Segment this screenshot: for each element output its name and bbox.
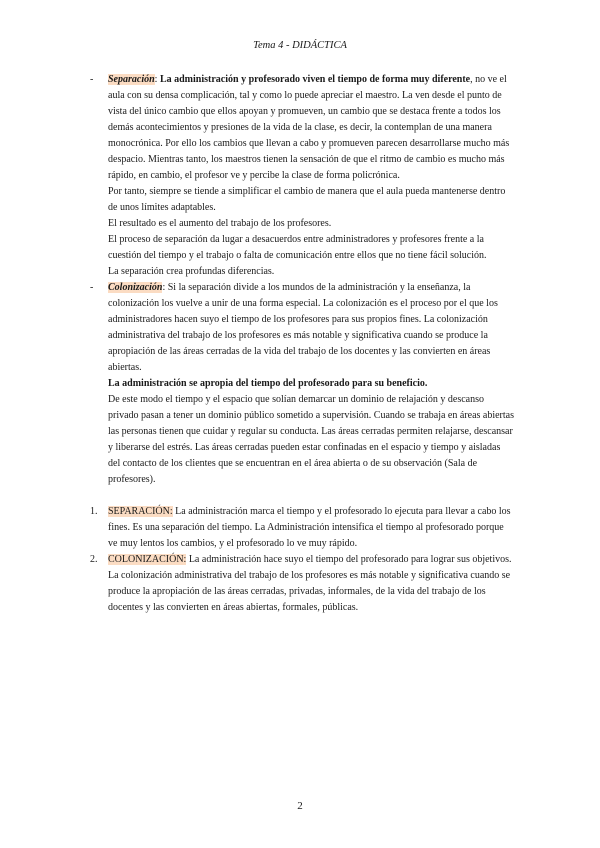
separacion-text-5: La separación crea profundas diferencias. [108, 266, 275, 277]
colonizacion-bold-line: La administración se apropia del tiempo del profesorado para su beneficio. [108, 378, 428, 389]
numbered-text-2: La administración hace suyo el tiempo del profesorado para lograr sus objetivos. La colonización administrativa del trabajo de los profesores es más notable y significativa cuando se produce la apropiación de las áreas cerradas, privadas, informales, de la vida del trabajo de los docentes y las convierten en áreas abiertas, formales, públicas. [108, 554, 512, 613]
page-header: Tema 4 - DIDÁCTICA [253, 40, 347, 51]
separacion-text-4: El proceso de separación da lugar a desacuerdos entre administradores y profesores frente a la cuestión del tiempo y el trabajo o falta de comunicación entre ellos que no tiene fácil solución. [108, 234, 487, 261]
term-colonizacion: Colonización [108, 282, 163, 293]
item-number: 2. [90, 554, 98, 565]
numbered-item-2 [90, 552, 515, 616]
separacion-text-3: El resultado es el aumento del trabajo de los profesores. [108, 218, 332, 229]
colonizacion-paragraph [108, 280, 515, 376]
document-body [90, 72, 515, 616]
numbered-term-separacion: SEPARACIÓN: [108, 506, 173, 517]
spacer [90, 488, 515, 504]
separacion-text-1: , no ve el aula con su densa complicación, tal y como lo puede apreciar el maestro. La ven desde el punto de vista del único cambio que ellos apoyan y promueven, un cambio que se destaca frente a todos los demás acontecimientos y presiones de la vida de la clase, es decir, la contemplan de una manera monocrónica. Por ello los cambios que llevan a cabo y promueven parecen desarrollarse mucho más despacio. Mientras tanto, los maestros tienen la sensación de que el ritmo de cambio es mucho más rápido, en cambio, el profesor ve y percibe la clase de forma policrónica. [108, 74, 510, 181]
numbered-item-1 [90, 504, 515, 552]
colonizacion-text-2: De este modo el tiempo y el espacio que solían demarcar un dominio de relajación y descanso privado pasan a tener un dominio público sometido a supervisión. Cuando se trabaja en áreas abiertas las personas tienen que cuidar y regular su conducta. Las áreas cerradas permiten relajarse, descansar y liberarse del estrés. Las áreas cerradas pueden estar confinadas en el espacio y tiempo y aisladas del contacto de los clientes que se encuentran en el área abierta o de su observación (Sala de profesores). [108, 394, 514, 485]
bullet-colonizacion [90, 280, 515, 488]
bullet-mark: - [90, 74, 94, 85]
numbered-text-1: La administración marca el tiempo y el profesorado lo ejecuta para llevar a cabo los fines. Es una separación del tiempo. La Administración intensifica el tiempo al profesorado porque ve muy lentos los cambios, y el profesorado lo ve muy rápido. [108, 506, 511, 549]
colonizacion-text-1: Si la separación divide a los mundos de la administración y la enseñanza, la colonización los vuelve a unir de una forma especial. La colonización es el proceso por el que los administradores hacen suyo el tiempo de los profesores para sus propios fines. La colonización administrativa del trabajo de los profesores es más notable y significativa cuando se produce la apropiación de las áreas cerradas de la vida del trabajo de los docentes y las convierten en áreas abiertas. [108, 282, 498, 373]
term-separacion: Separación [108, 74, 155, 85]
bullet-separacion [90, 72, 515, 280]
page-number: 2 [297, 800, 303, 812]
bullet-mark: - [90, 282, 94, 293]
term-colon: : [162, 282, 166, 293]
separacion-text-2: Por tanto, siempre se tiende a simplificar el cambio de manera que el aula pueda mantenerse dentro de unos límites adaptables. [108, 186, 506, 213]
term-colon: : [154, 74, 158, 85]
separacion-lead: La administración y profesorado viven el tiempo de forma muy diferente [157, 74, 471, 85]
numbered-term-colonizacion: COLONIZACIÓN: [108, 554, 187, 565]
item-number: 1. [90, 506, 98, 517]
separacion-paragraph [108, 72, 515, 184]
